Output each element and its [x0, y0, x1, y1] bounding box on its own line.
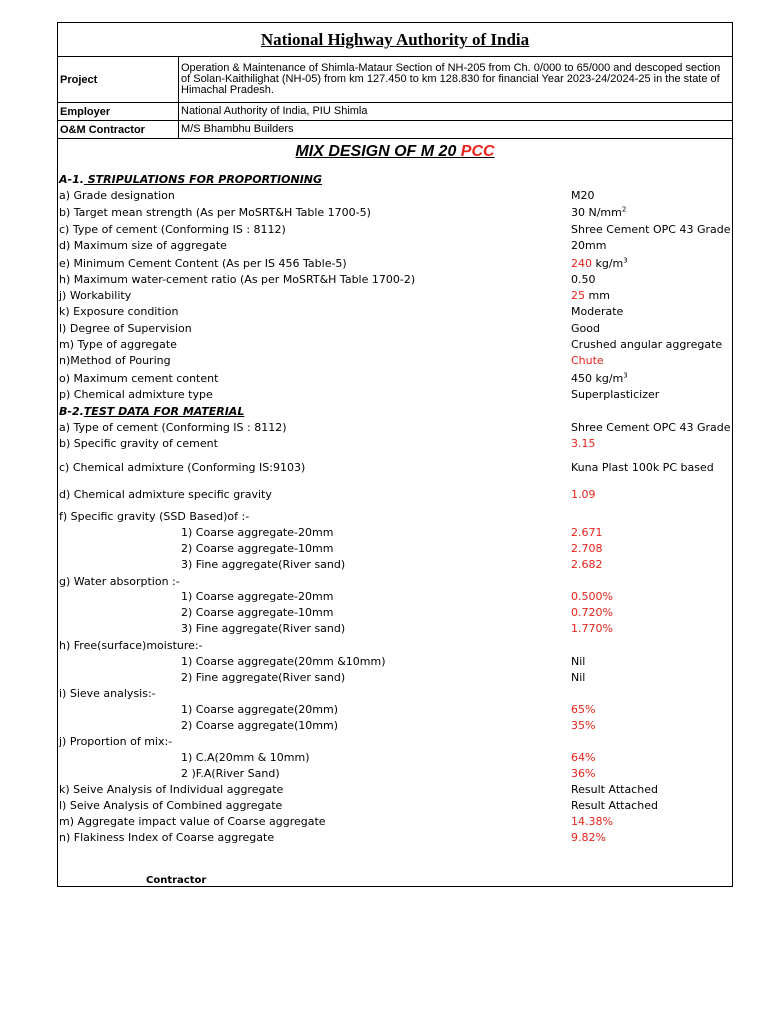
stipulation-value-text: 450 kg/m: [571, 372, 624, 385]
contractor-row: [58, 121, 732, 139]
test-data-label: 1) Coarse aggregate(20mm &10mm): [181, 655, 386, 668]
test-data-value-text: Nil: [571, 655, 586, 668]
stipulation-value: [571, 289, 610, 302]
test-data-value-text: 35%: [571, 719, 596, 732]
test-data-value: [571, 799, 658, 812]
contractor-value: M/S Bhambhu Builders: [181, 123, 294, 135]
test-data-label: 1) C.A(20mm & 10mm): [181, 751, 310, 764]
test-data-label: 2) Coarse aggregate-10mm: [181, 542, 334, 555]
section-a-heading-heading: STRIPULATIONS FOR PROPORTIONING: [83, 173, 323, 186]
stipulation-label: j) Workability: [59, 289, 132, 302]
test-data-value: [571, 751, 595, 764]
stipulation-value: [571, 257, 628, 270]
test-data-label: m) Aggregate impact value of Coarse aggregate: [59, 815, 326, 828]
stipulation-value-text: Moderate: [571, 305, 624, 318]
stipulation-label: n)Method of Pouring: [59, 354, 171, 367]
test-data-value-text: 0.500%: [571, 590, 613, 603]
test-data-label: 2 )F.A(River Sand): [181, 767, 280, 780]
stipulation-label: l) Degree of Supervision: [59, 322, 192, 335]
test-data-value: [571, 831, 606, 844]
stipulation-value-text: Shree Cement OPC 43 Grade: [571, 223, 731, 236]
test-data-value-text: 36%: [571, 767, 596, 780]
test-data-label: k) Seive Analysis of Individual aggregate: [59, 783, 284, 796]
stipulation-value: [571, 223, 730, 236]
stipulation-label: h) Maximum water-cement ratio (As per MoSRT&H Table 1700-2): [59, 273, 416, 286]
test-data-value: [571, 606, 613, 619]
test-data-value-text: 65%: [571, 703, 596, 716]
test-data-value-text: 64%: [571, 751, 596, 764]
stipulation-value-text: Superplasticizer: [571, 388, 660, 401]
stipulation-value-text: Crushed angular aggregate: [571, 338, 723, 351]
mix-design-title: [58, 139, 732, 165]
project-value: Operation & Maintenance of Shimla-Mataur Section of NH-205 from Ch. 0/000 to 65/000 and descoped section of Solan-Kaithilighat (NH-05) from km 127.450 to km 128.830 for financial Year 2023-24/2024-25 in the state of Himachal Pradesh.: [181, 62, 721, 96]
section-b-heading-heading: TEST DATA FOR MATERIAL: [83, 405, 245, 418]
stipulation-value-text: 240: [571, 257, 592, 270]
stipulation-value: [571, 372, 628, 385]
test-data-label: i) Sieve analysis:-: [59, 687, 156, 700]
test-data-value: [571, 461, 714, 474]
test-data-label: n) Flakiness Index of Coarse aggregate: [59, 831, 275, 844]
test-data-value-text: Result Attached: [571, 783, 658, 796]
stipulation-value-unit: kg/m: [592, 257, 624, 270]
mix-title-accent: PCC: [460, 143, 495, 160]
project-row: [58, 57, 732, 103]
employer-label: Employer: [58, 103, 179, 120]
test-data-label: 3) Fine aggregate(River sand): [181, 558, 346, 571]
stipulation-label: o) Maximum cement content: [59, 372, 219, 385]
test-data-value-text: Kuna Plast 100k PC based: [571, 461, 714, 474]
stipulation-value-text: 30 N/mm: [571, 206, 622, 219]
stipulation-value: [571, 338, 722, 351]
test-data-value: [571, 590, 613, 603]
test-data-value: [571, 719, 595, 732]
test-data-value: [571, 542, 603, 555]
stipulation-value: [571, 322, 600, 335]
stipulation-value-text: 20mm: [571, 239, 607, 252]
test-data-value-text: 1.09: [571, 488, 596, 501]
test-data-label: a) Type of cement (Conforming IS : 8112): [59, 421, 287, 434]
stipulation-label: e) Minimum Cement Content (As per IS 456 Table-5): [59, 257, 347, 270]
stipulation-label: a) Grade designation: [59, 189, 175, 202]
test-data-label: 1) Coarse aggregate-20mm: [181, 590, 334, 603]
stipulation-value-unit: mm: [585, 289, 610, 302]
test-data-value: [571, 437, 596, 450]
stipulation-value: [571, 273, 596, 286]
section-b-heading-prefix: B-2.: [59, 405, 84, 418]
stipulation-value: [571, 305, 623, 318]
test-data-value-text: 2.708: [571, 542, 603, 555]
stipulation-value: [571, 189, 595, 202]
stipulation-value-superscript: 3: [623, 256, 628, 265]
stipulation-label: k) Exposure condition: [59, 305, 179, 318]
test-data-label: 3) Fine aggregate(River sand): [181, 622, 346, 635]
contractor-label: O&M Contractor: [58, 121, 179, 138]
stipulation-value: [571, 239, 606, 252]
test-data-value: [571, 767, 595, 780]
stipulation-value-text: Chute: [571, 354, 604, 367]
test-data-value: [571, 703, 595, 716]
test-data-value-text: 14.38%: [571, 815, 613, 828]
test-data-label: c) Chemical admixture (Conforming IS:9103): [59, 461, 306, 474]
stipulation-label: m) Type of aggregate: [59, 338, 177, 351]
test-data-label: 2) Fine aggregate(River sand): [181, 671, 346, 684]
test-data-label: j) Proportion of mix:-: [59, 735, 173, 748]
test-data-value-text: 0.720%: [571, 606, 613, 619]
test-data-value-text: 1.770%: [571, 622, 613, 635]
stipulation-value-text: 25: [571, 289, 585, 302]
test-data-value-text: 3.15: [571, 437, 596, 450]
stipulation-value: [571, 206, 626, 219]
stipulation-value-text: Good: [571, 322, 600, 335]
test-data-value-text: 2.671: [571, 526, 603, 539]
stipulation-value: [571, 354, 604, 367]
test-data-value: [571, 671, 585, 684]
test-data-value-text: 2.682: [571, 558, 603, 571]
test-data-value: [571, 783, 658, 796]
test-data-value-text: Nil: [571, 671, 586, 684]
test-data-value: [571, 815, 613, 828]
test-data-value-text: Result Attached: [571, 799, 658, 812]
stipulation-value-text: M20: [571, 189, 595, 202]
test-data-label: d) Chemical admixture specific gravity: [59, 488, 272, 501]
test-data-value-text: 9.82%: [571, 831, 606, 844]
section-a-heading-prefix: A-1.: [59, 173, 84, 186]
test-data-value: [571, 558, 603, 571]
employer-value: National Authority of India, PIU Shimla: [181, 105, 368, 117]
test-data-value: [571, 622, 613, 635]
document-title: National Highway Authority of India: [58, 23, 732, 57]
stipulation-value-text: 0.50: [571, 273, 596, 286]
test-data-label: 1) Coarse aggregate-20mm: [181, 526, 334, 539]
stipulation-label: b) Target mean strength (As per MoSRT&H Table 1700-5): [59, 206, 371, 219]
stipulation-value: [571, 388, 659, 401]
project-label: Project: [58, 57, 179, 102]
test-data-value-text: Shree Cement OPC 43 Grade: [571, 421, 731, 434]
contractor-signature-label: Contractor: [146, 875, 207, 886]
test-data-label: f) Specific gravity (SSD Based)of :-: [59, 510, 250, 523]
stipulation-label: p) Chemical admixture type: [59, 388, 213, 401]
stipulation-value-superscript: 2: [621, 205, 627, 214]
stipulation-label: d) Maximum size of aggregate: [59, 239, 227, 252]
mix-design-sheet: [57, 22, 733, 887]
mix-title-main: MIX DESIGN OF M 20: [295, 143, 461, 160]
test-data-label: 2) Coarse aggregate(10mm): [181, 719, 339, 732]
test-data-value: [571, 421, 730, 434]
employer-row: [58, 103, 732, 121]
test-data-label: 1) Coarse aggregate(20mm): [181, 703, 339, 716]
test-data-value: [571, 488, 596, 501]
test-data-label: b) Specific gravity of cement: [59, 437, 218, 450]
test-data-label: g) Water absorption :-: [59, 575, 180, 588]
stipulation-label: c) Type of cement (Conforming IS : 8112): [59, 223, 286, 236]
test-data-label: l) Seive Analysis of Combined aggregate: [59, 799, 283, 812]
test-data-value: [571, 655, 585, 668]
test-data-label: 2) Coarse aggregate-10mm: [181, 606, 334, 619]
stipulation-value-superscript: 3: [623, 371, 628, 380]
test-data-label: h) Free(surface)moisture:-: [59, 639, 203, 652]
test-data-value: [571, 526, 603, 539]
